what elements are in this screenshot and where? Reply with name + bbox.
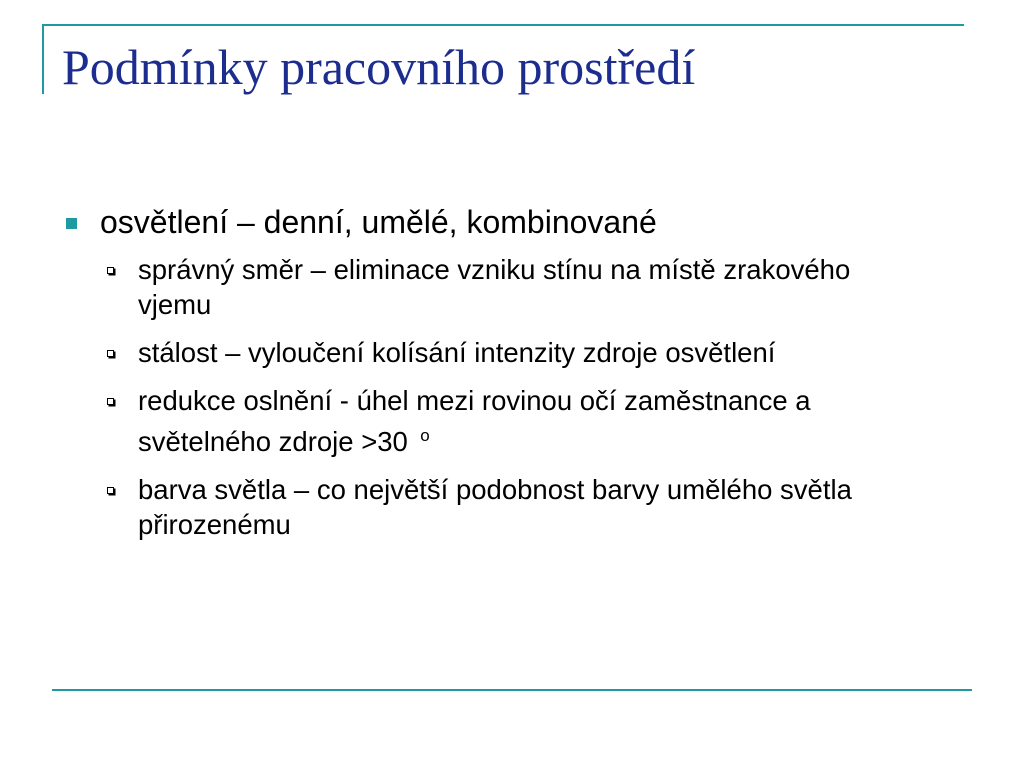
main-bullet-item [62, 200, 962, 244]
sub-bullet-text: barva světla – co největší podobnost barvy umělého světla přirozenému [138, 474, 852, 540]
hollow-square-bullet-icon [107, 350, 114, 357]
slide-title: Podmínky pracovního prostředí [62, 39, 696, 95]
sub-bullet-list [62, 252, 962, 542]
hollow-square-bullet-icon [107, 487, 114, 494]
frame-top-rule [42, 24, 964, 26]
hollow-square-bullet-icon [107, 267, 114, 274]
main-bullet-text: osvětlení – denní, umělé, kombinované [100, 204, 657, 240]
sub-bullet-text: správný směr – eliminace vzniku stínu na místě zrakového vjemu [138, 254, 851, 320]
frame-bottom-rule [52, 689, 972, 691]
sub-bullet-item [100, 335, 918, 370]
slide-content [62, 200, 962, 542]
square-bullet-icon [66, 218, 77, 229]
degree-superscript: o [415, 426, 430, 445]
sub-bullet-item [100, 252, 918, 322]
sub-bullet-item [100, 472, 918, 542]
hollow-square-bullet-icon [107, 398, 114, 405]
frame-left-rule [42, 24, 44, 94]
sub-bullet-item [100, 383, 918, 459]
sub-bullet-text: stálost – vyloučení kolísání intenzity zdroje osvětlení [138, 337, 776, 368]
sub-bullet-text: redukce oslnění - úhel mezi rovinou očí zaměstnance a světelného zdroje >30 [138, 385, 811, 457]
